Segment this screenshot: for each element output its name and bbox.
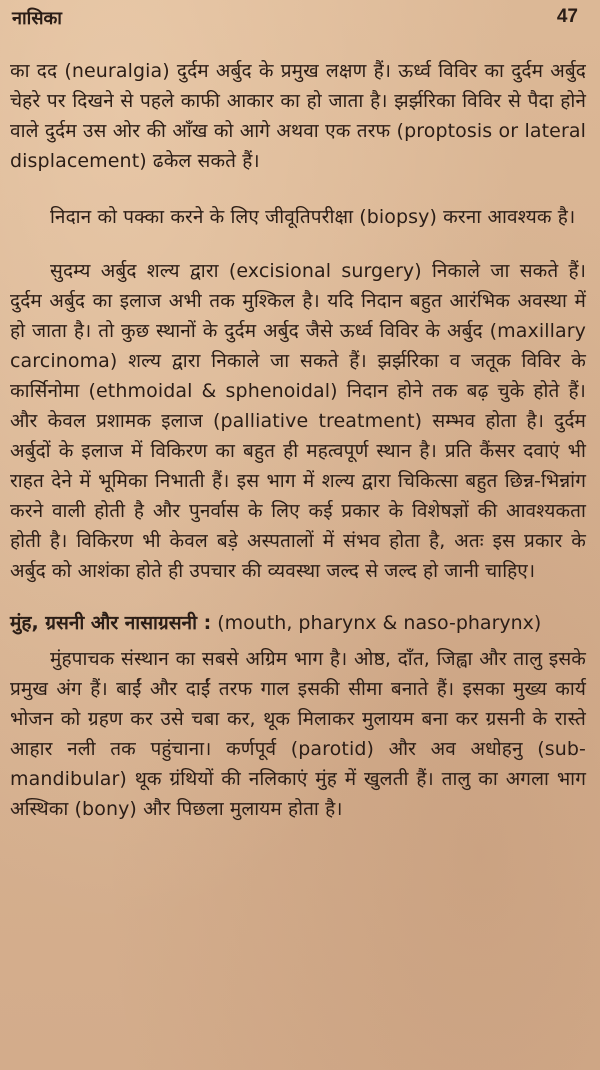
paragraph-treatment: सुदम्य अर्बुद शल्य द्वारा (excisional surgery) निकाले जा सकते हैं। दुर्दम अर्बुद का इलाज अभी तक मुश्किल है। यदि निदान बहुत आरंभिक अवस्था में हो जाता है। तो कुछ स्थानों के दुर्दम अर्बुद जैसे ऊर्ध्व विविर के अर्बुद (maxillary carcinoma) शल्य द्वारा निकाले जा सकते हैं। झर्झरिका व जतूक विविर के कार्सिनोमा (ethmoidal & sphenoidal) निदान होने तक बढ़ चुके होते हैं। और केवल प्रशामक इलाज (palliative treatment) सम्भव होता है। दुर्दम अर्बुदों के इलाज में विकिरण का बहुत ही महत्वपूर्ण स्थान है। प्रति कैंसर दवाएं भी राहत देने में भूमिका निभाती हैं। इस भाग में शल्य द्वारा चिकित्सा बहुत छिन्न-भिन्नांग करने वाली होती है और पुनर्वास के लिए कई प्रकार के विशेषज्ञों की आवश्यकता होती है। विकिरण भी केवल बड़े अस्पतालों में संभव होता है, अतः इस प्रकार के अर्बुद को आशंका होते ही उपचार की व्यवस्था जल्द से जल्द हो जानी चाहिए। (10, 260, 586, 582)
paragraph-mouth: मुंहपाचक संस्थान का सबसे अग्रिम भाग है। ओष्ठ, दाँत, जिह्वा और तालु इसके प्रमुख अंग हैं। बाईं और दाईं तरफ गाल इसकी सीमा बनाते हैं। इसका मुख्य कार्य भोजन को ग्रहण कर उसे चबा कर, थूक मिलाकर मुलायम बना कर ग्रसनी के रास्ते आहार नली तक पहुंचाना। कर्णपूर्व (parotid) और अव अधोहनु (sub-mandibular) थूक ग्रंथियों की नलिकाएं मुंह में खुलती हैं। तालु का अगला भाग अस्थिका (bony) और पिछला मुलायम होता है। (10, 648, 586, 820)
page-header (10, 6, 586, 56)
page-number: 47 (556, 6, 578, 27)
paragraph-diagnosis: निदान को पक्का करने के लिए जीवूतिपरीक्षा (biopsy) करना आवश्यक है। (50, 206, 576, 228)
section-heading (10, 608, 586, 638)
section-heading-english: (mouth, pharynx & naso-pharynx) (217, 612, 542, 634)
chapter-title: नासिका (12, 8, 62, 29)
paragraph-symptoms: का दद (neuralgia) दुर्दम अर्बुद के प्रमुख लक्षण हैं। ऊर्ध्व विविर का दुर्दम अर्बुद चेहरे पर दिखने से पहले काफी आकार का हो जाता है। झर्झरिका विविर से पैदा होने वाले दुर्दम उस ओर की आँख को आगे अथवा एक तरफ (proptosis or lateral displacement) ढकेल सकते हैं। (10, 60, 586, 172)
section-heading-hindi: मुंह, ग्रसनी और नासाग्रसनी : (10, 612, 212, 634)
